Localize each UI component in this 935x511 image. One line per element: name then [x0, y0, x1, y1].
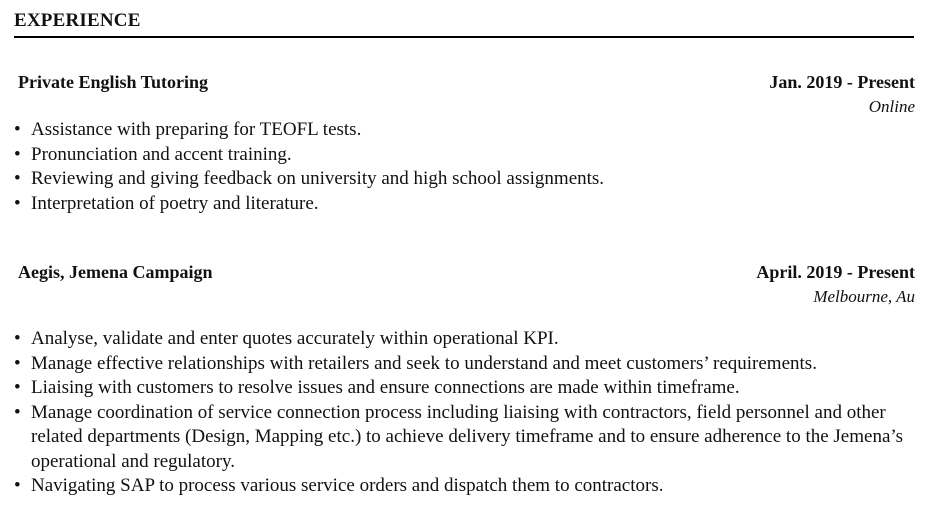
list-item: • Manage effective relationships with retailers and seek to understand and meet customers’ requirements. [14, 352, 914, 377]
list-item: • Assistance with preparing for TEOFL tests. [14, 118, 914, 143]
job-bullet-list [14, 327, 914, 499]
section-heading: EXPERIENCE [14, 10, 141, 31]
list-item: • Navigating SAP to process various service orders and dispatch them to contractors. [14, 474, 914, 499]
list-item: • Reviewing and giving feedback on university and high school assignments. [14, 167, 914, 192]
list-item: • Analyse, validate and enter quotes accurately within operational KPI. [14, 327, 914, 352]
section-divider [14, 36, 914, 38]
list-item: • Interpretation of poetry and literature. [14, 192, 914, 217]
job-dates: Jan. 2019 - Present [769, 72, 915, 92]
job-title: Private English Tutoring [18, 72, 209, 92]
job-dates: April. 2019 - Present [756, 262, 915, 282]
list-item: • Pronunciation and accent training. [14, 143, 914, 168]
job-title: Aegis, Jemena Campaign [18, 262, 213, 282]
job-bullet-list [14, 118, 914, 216]
list-item: • Liaising with customers to resolve issues and ensure connections are made within timeframe. [14, 376, 914, 401]
list-item: • Manage coordination of service connection process including liaising with contractors, field personnel and other related departments (Design, Mapping etc.) to achieve delivery timeframe and to ensure adherence to the Jemena’s operational and regulatory. [14, 401, 914, 475]
job-location: Online [868, 97, 915, 116]
job-location: Melbourne, Au [813, 287, 915, 306]
